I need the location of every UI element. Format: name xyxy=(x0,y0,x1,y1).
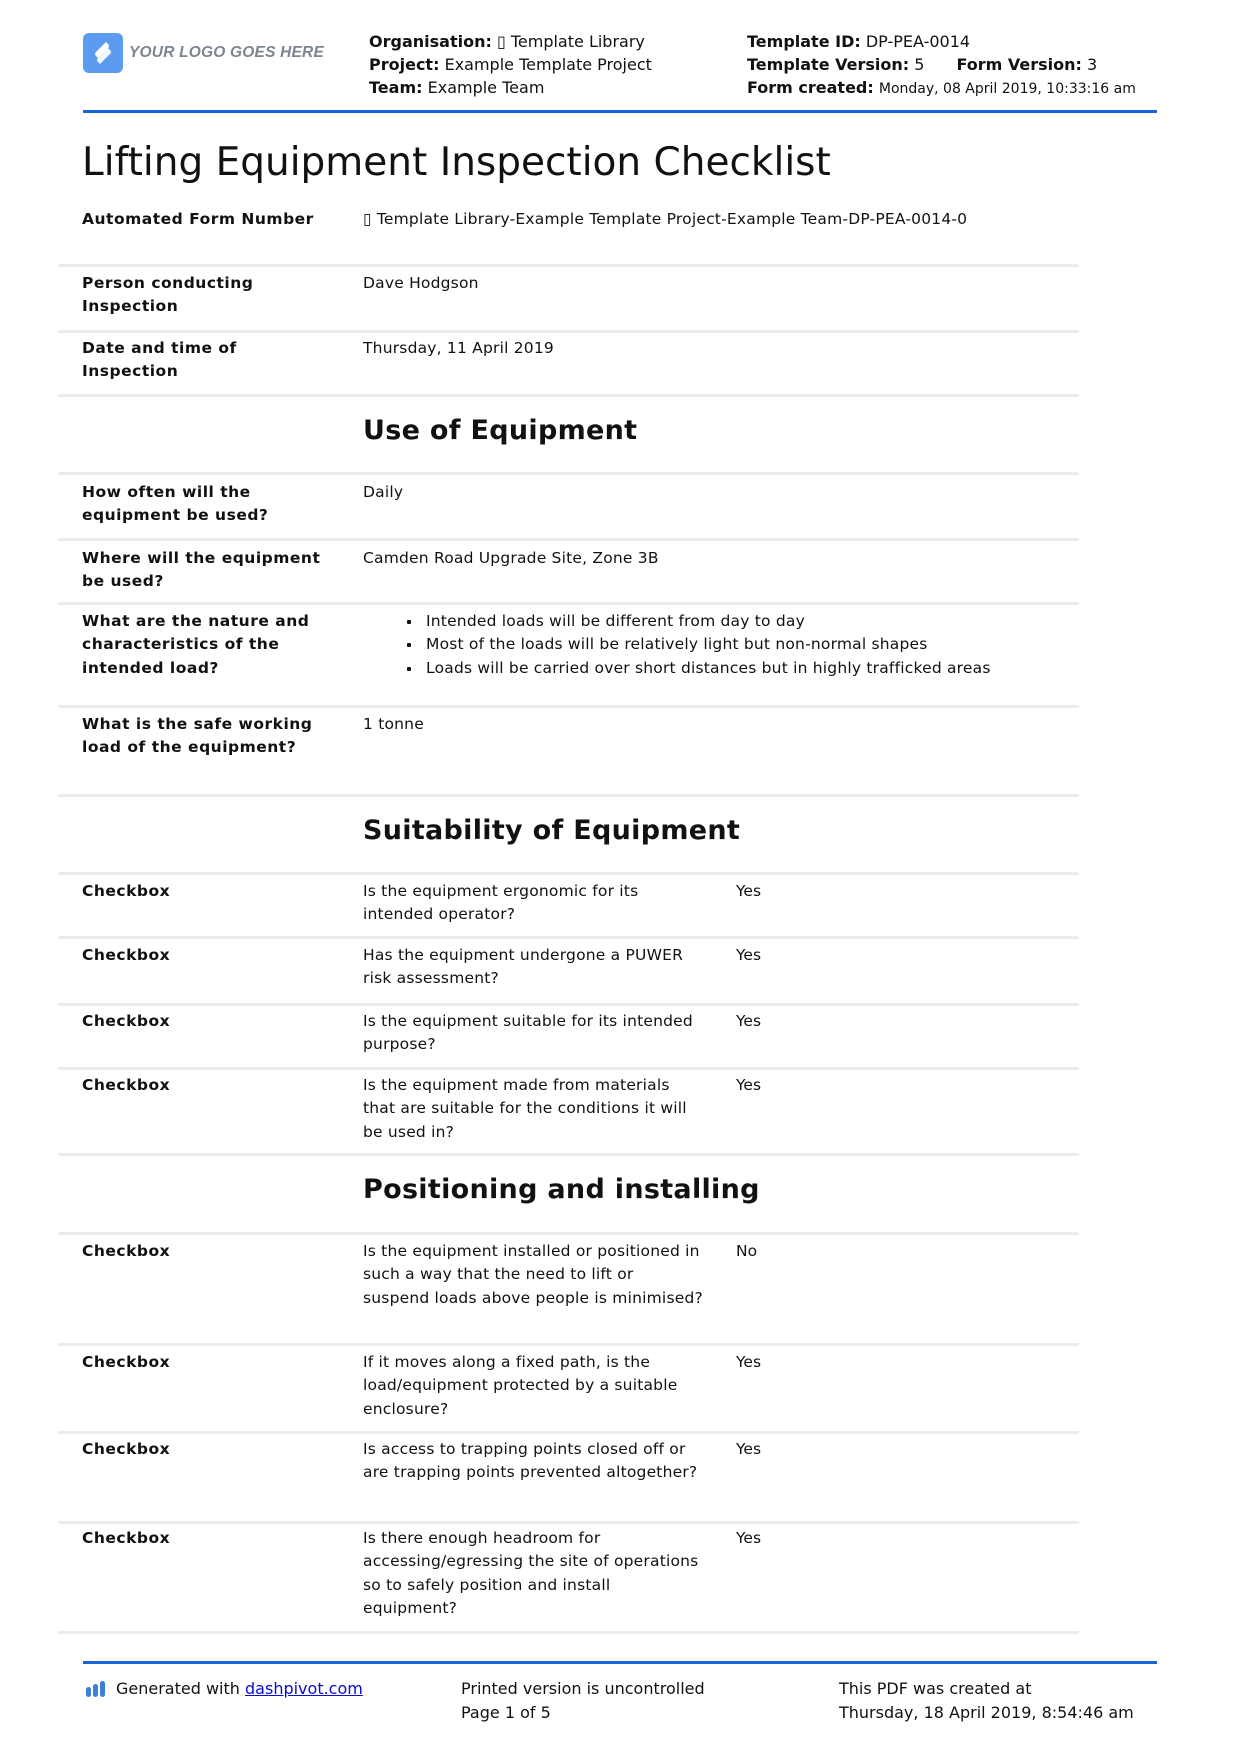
checkbox-answer: No xyxy=(736,1242,758,1260)
form-version-label: Form Version: xyxy=(956,55,1082,74)
bar-chart-icon xyxy=(85,1681,107,1697)
detail-value: Dave Hodgson xyxy=(363,274,479,292)
logo-icon xyxy=(83,33,123,73)
team-label: Team: xyxy=(369,78,423,97)
row-divider xyxy=(58,1431,1079,1434)
checkbox-label: Checkbox xyxy=(82,1353,171,1371)
checkbox-label: Checkbox xyxy=(82,1076,171,1094)
page-title: Lifting Equipment Inspection Checklist xyxy=(82,140,831,185)
header-divider xyxy=(83,110,1157,113)
team-value: Example Team xyxy=(427,78,545,97)
load-characteristics-list xyxy=(363,610,991,680)
row-divider xyxy=(58,1153,1079,1156)
header-org-info xyxy=(369,30,652,99)
detail-label: Automated Form Number xyxy=(82,210,314,228)
organisation-line xyxy=(369,30,652,53)
template-id-line xyxy=(747,30,1136,53)
footer-created-info xyxy=(839,1677,1134,1724)
checkbox-question: Is access to trapping points closed off or are trapping points prevented altogether? xyxy=(363,1440,698,1482)
form-created-label: Form created: xyxy=(747,78,874,97)
footer-divider xyxy=(83,1661,1157,1664)
checkbox-question: Is the equipment made from materials that are suitable for the conditions it will be used in? xyxy=(363,1076,687,1141)
checkbox-answer: Yes xyxy=(736,882,762,900)
answer-value: Daily xyxy=(363,483,404,501)
checkbox-question: If it moves along a fixed path, is the load/equipment protected by a suitable enclosure? xyxy=(363,1353,678,1418)
pdf-created-label: This PDF was created at xyxy=(839,1679,1032,1698)
row-divider xyxy=(58,538,1079,541)
form-created-line xyxy=(747,76,1136,101)
form-version-value: 3 xyxy=(1086,55,1098,74)
organisation-label: Organisation: xyxy=(369,32,492,51)
row-divider xyxy=(58,872,1079,875)
row-divider xyxy=(58,1067,1079,1070)
detail-label: Date and time of Inspection xyxy=(82,339,237,381)
generated-prefix: Generated with xyxy=(116,1679,240,1698)
section-heading-use: Use of Equipment xyxy=(363,415,638,446)
checkbox-question: Is the equipment ergonomic for its intended operator? xyxy=(363,882,639,924)
checkbox-answer: Yes xyxy=(736,1529,762,1547)
row-divider xyxy=(58,1343,1079,1346)
list-item: Loads will be carried over short distances but in highly trafficked areas xyxy=(363,657,991,680)
answer-value: 1 tonne xyxy=(363,715,424,733)
row-divider xyxy=(58,602,1079,605)
uncontrolled-notice: Printed version is uncontrolled xyxy=(461,1679,705,1698)
list-item: Intended loads will be different from day to day xyxy=(363,610,991,633)
list-item: Most of the loads will be relatively light but non-normal shapes xyxy=(363,633,991,656)
template-id-label: Template ID: xyxy=(747,32,861,51)
checkbox-answer: Yes xyxy=(736,1440,762,1458)
detail-label: Person conducting Inspection xyxy=(82,274,254,316)
row-divider xyxy=(58,1631,1079,1634)
row-divider xyxy=(58,330,1079,333)
checkbox-question: Is there enough headroom for accessing/egressing the site of operations so to safely position and install equipment? xyxy=(363,1529,699,1617)
checkbox-question: Is the equipment suitable for its intended purpose? xyxy=(363,1012,693,1054)
question-label: What is the safe working load of the equipment? xyxy=(82,715,313,757)
question-label: How often will the equipment be used? xyxy=(82,483,269,525)
project-value: Example Template Project xyxy=(444,55,652,74)
row-divider xyxy=(58,394,1079,397)
template-version-label: Template Version: xyxy=(747,55,910,74)
row-divider xyxy=(58,794,1079,797)
page-number: Page 1 of 5 xyxy=(461,1702,551,1722)
detail-value: Thursday, 11 April 2019 xyxy=(363,339,554,357)
pdf-created-value: Thursday, 18 April 2019, 8:54:46 am xyxy=(839,1702,1134,1722)
logo-text: YOUR LOGO GOES HERE xyxy=(129,44,324,61)
project-label: Project: xyxy=(369,55,440,74)
template-version-value: 5 xyxy=(914,55,925,74)
organisation-value: ▯ Template Library xyxy=(496,32,645,51)
section-heading-positioning: Positioning and installing xyxy=(363,1174,760,1205)
checkbox-label: Checkbox xyxy=(82,1529,171,1547)
team-line xyxy=(369,76,652,99)
section-heading-suitability: Suitability of Equipment xyxy=(363,815,741,846)
project-line xyxy=(369,53,652,76)
footer-print-info xyxy=(461,1677,705,1724)
answer-value: Camden Road Upgrade Site, Zone 3B xyxy=(363,549,659,567)
row-divider xyxy=(58,1003,1079,1006)
row-divider xyxy=(58,472,1079,475)
row-divider xyxy=(58,264,1079,267)
dashpivot-link[interactable]: dashpivot.com xyxy=(245,1679,363,1698)
checkbox-answer: Yes xyxy=(736,1353,762,1371)
checkbox-answer: Yes xyxy=(736,1076,762,1094)
checkbox-label: Checkbox xyxy=(82,882,171,900)
checkbox-question: Has the equipment undergone a PUWER risk assessment? xyxy=(363,946,684,988)
generated-with xyxy=(116,1677,363,1701)
row-divider xyxy=(58,936,1079,939)
row-divider xyxy=(58,1232,1079,1235)
detail-value: ▯ Template Library-Example Template Project-Example Team-DP-PEA-0014-0 xyxy=(363,210,968,228)
checkbox-question: Is the equipment installed or positioned in such a way that the need to lift or suspend loads above people is minimised? xyxy=(363,1242,703,1307)
checkbox-answer: Yes xyxy=(736,1012,762,1030)
row-divider xyxy=(58,1521,1079,1524)
header-template-info xyxy=(747,30,1136,101)
template-id-value: DP-PEA-0014 xyxy=(865,32,971,51)
checkbox-label: Checkbox xyxy=(82,1012,171,1030)
form-created-value: Monday, 08 April 2019, 10:33:16 am xyxy=(878,81,1136,97)
question-label: What are the nature and characteristics of the intended load? xyxy=(82,612,310,677)
checkbox-label: Checkbox xyxy=(82,1242,171,1260)
checkbox-label: Checkbox xyxy=(82,946,171,964)
row-divider xyxy=(58,705,1079,708)
question-label: Where will the equipment be used? xyxy=(82,549,321,591)
version-line xyxy=(747,53,1136,76)
checkbox-label: Checkbox xyxy=(82,1440,171,1458)
checkbox-answer: Yes xyxy=(736,946,762,964)
